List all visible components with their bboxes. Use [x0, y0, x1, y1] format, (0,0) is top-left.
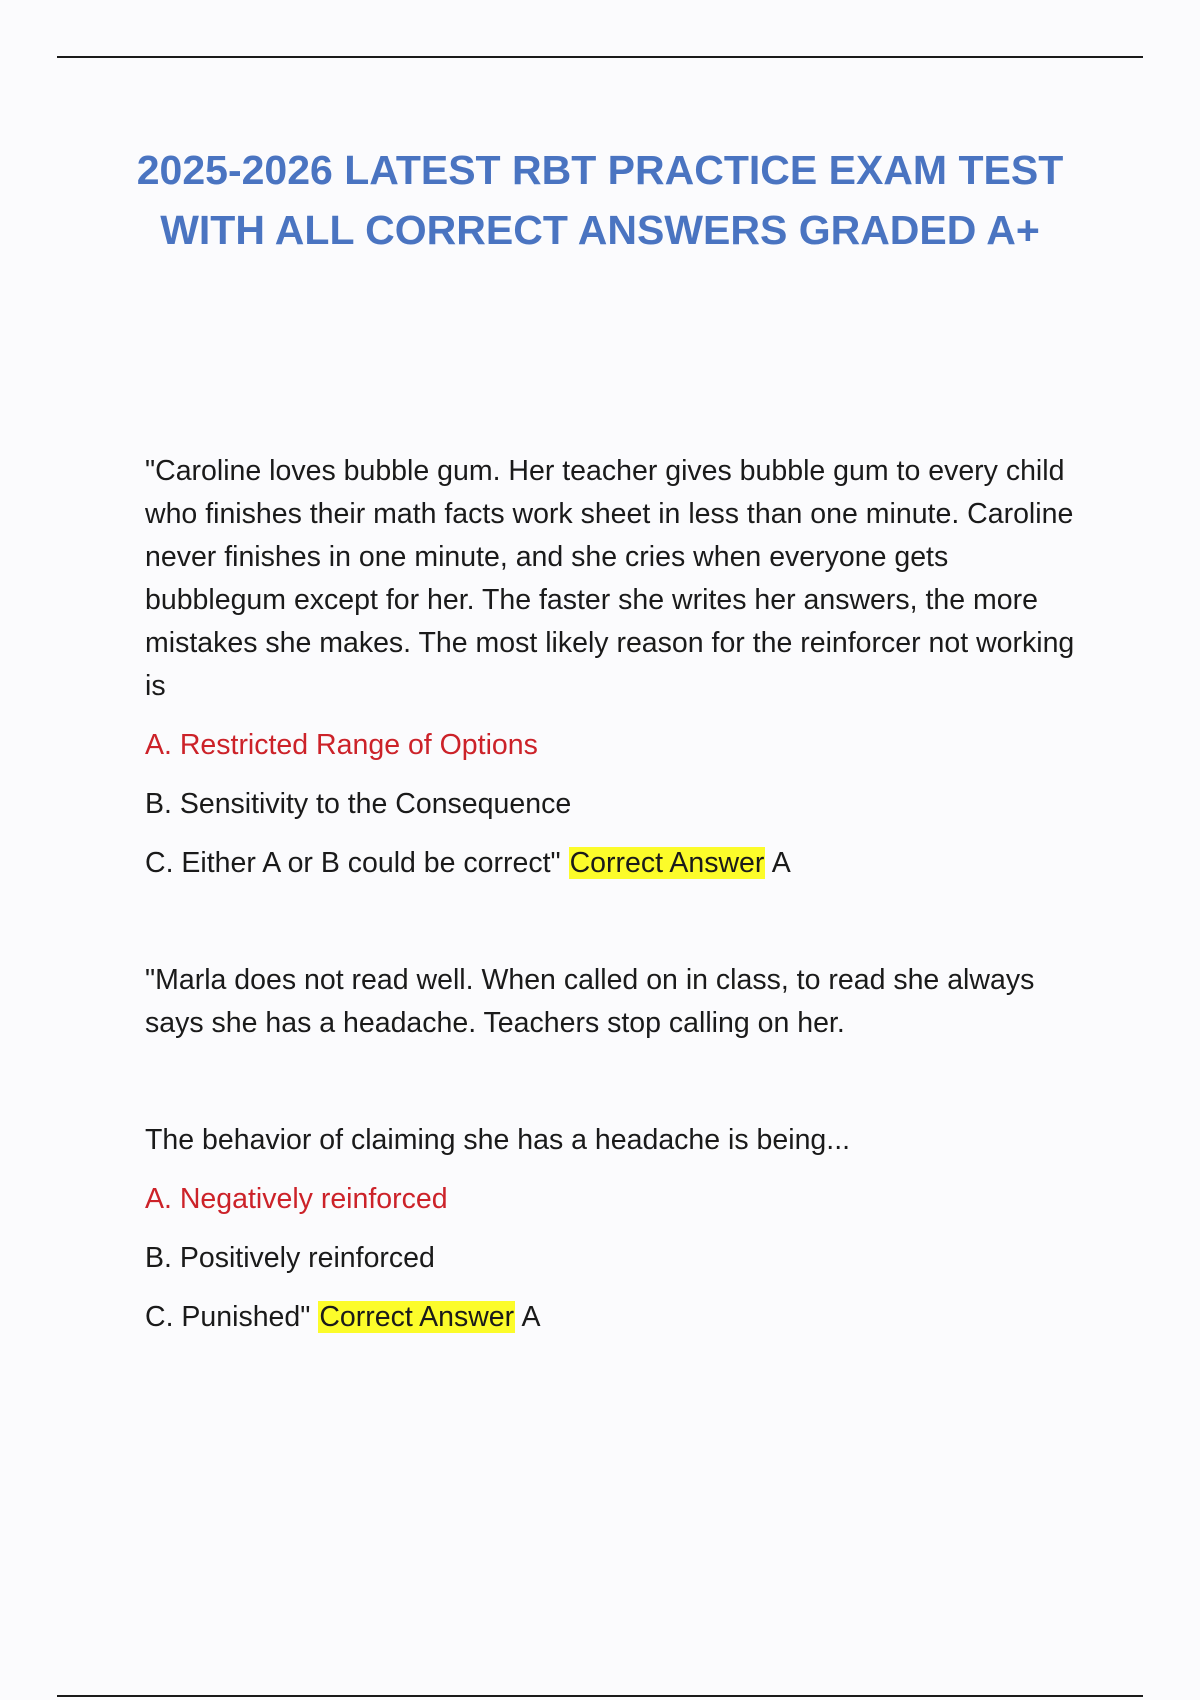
question-1-answer-label: Correct Answer [569, 847, 765, 879]
question-2-text-continued: The behavior of claiming she has a headache is being... [145, 1124, 851, 1156]
question-1-option-c-text: C. Either A or B could be correct" [145, 847, 561, 879]
question-1-option-a: A. Restricted Range of Options [145, 729, 538, 761]
question-1-option-c [145, 842, 1075, 885]
question-1-answer: A [771, 847, 791, 879]
question-1-option-b: B. Sensitivity to the Consequence [145, 788, 572, 820]
question-2-text: "Marla does not read well. When called on in class, to read she always says she has a headache. Teachers stop calling on her. [145, 964, 1035, 1039]
spacer [145, 1045, 1075, 1119]
spacer [145, 885, 1075, 959]
question-2-option-b: B. Positively reinforced [145, 1242, 435, 1274]
document-body [145, 450, 1075, 1339]
top-rule [57, 56, 1143, 58]
question-2-option-c [145, 1296, 1075, 1339]
bottom-rule [57, 1695, 1143, 1697]
question-2-answer-label: Correct Answer [319, 1301, 515, 1333]
question-2-option-c-text: C. Punished" [145, 1301, 311, 1333]
document-title: 2025-2026 LATEST RBT PRACTICE EXAM TEST WITH ALL CORRECT ANSWERS GRADED A+ [136, 147, 1064, 253]
question-2-answer: A [521, 1301, 541, 1333]
question-1-text: "Caroline loves bubble gum. Her teacher gives bubble gum to every child who finishes their math facts work sheet in less than one minute. Caroline never finishes in one minute, and she cries when everyone gets bubblegum except for her. The faster she writes her answers, the more mistakes she makes. The most likely reason for the reinforcer not working is [145, 455, 1075, 702]
question-2-option-a: A. Negatively reinforced [145, 1183, 448, 1215]
